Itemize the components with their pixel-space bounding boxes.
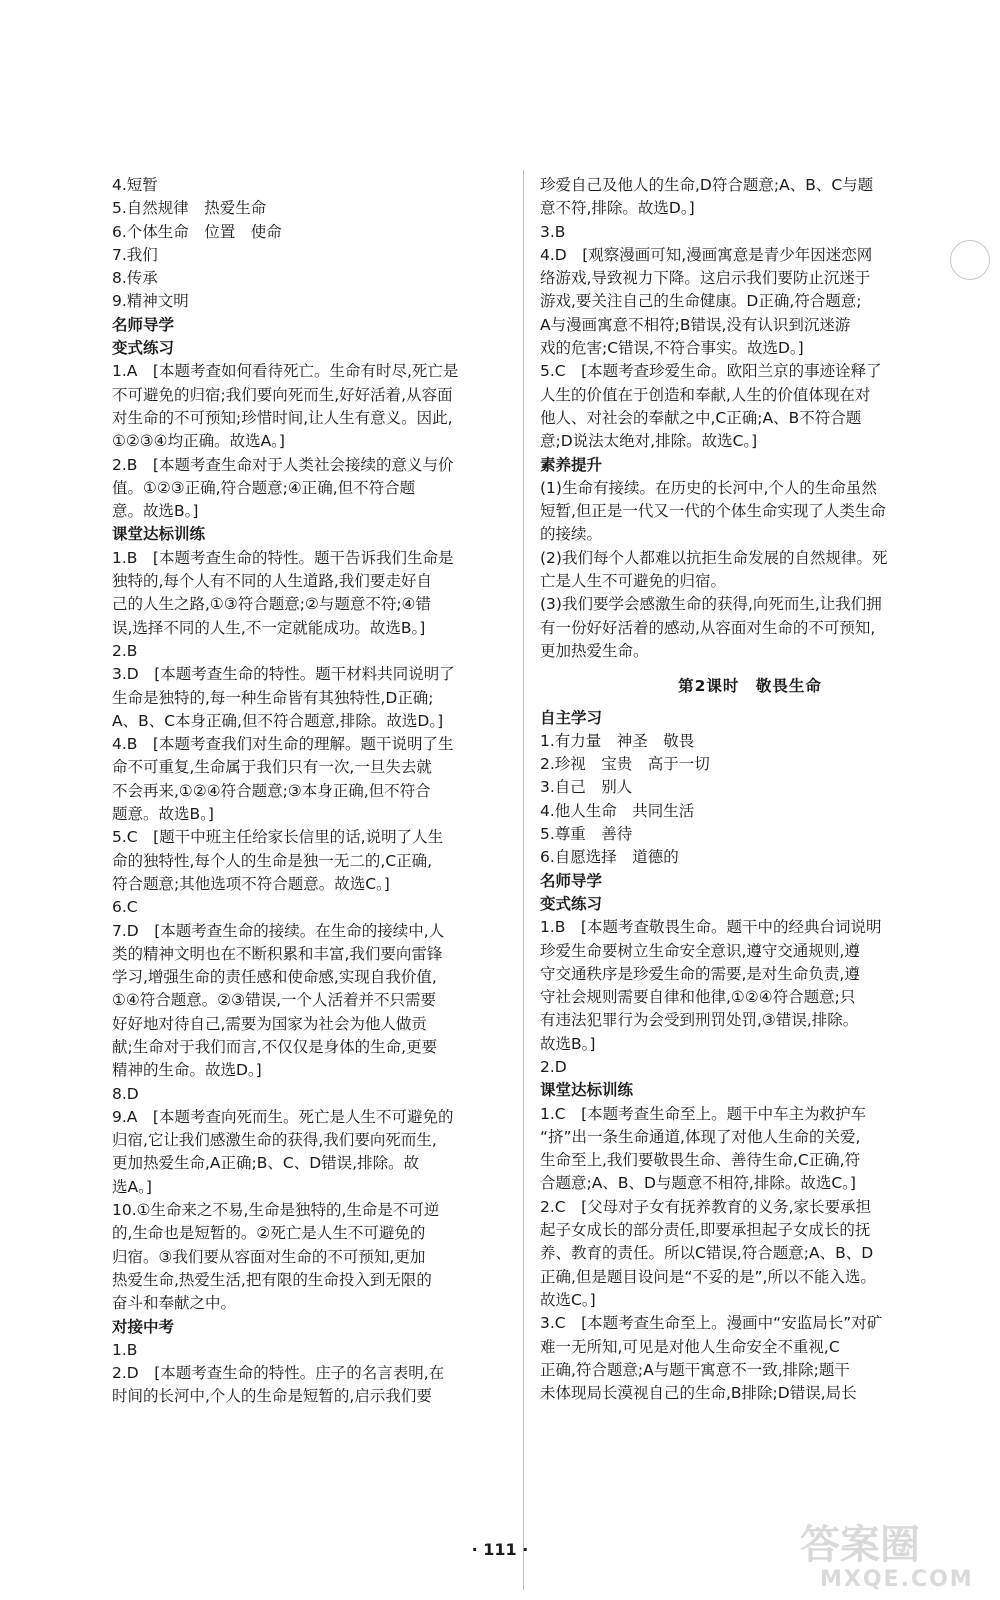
text-line: 己的人生之路,①③符合题意;②与题意不符;④错 [112, 595, 431, 614]
text-line: 热爱生命,热爱生活,把有限的生命投入到无限的 [112, 1270, 432, 1289]
text-line: 短暂,但正是一代又一代的个体生命实现了人类生命 [540, 502, 886, 521]
text-line: “挤”出一条生命通道,体现了对他人生命的关爱, [540, 1127, 861, 1146]
text-line: 正确,但是题目设问是“不妥的是”,所以不能入选。 [540, 1267, 876, 1286]
text-line: 好好地对待自己,需要为国家为社会为他人做贡 [112, 1014, 427, 1033]
answer-item: 2.D [本题考查生命的特性。庄子的名言表明,在 [112, 1364, 445, 1383]
text-line: 对生命的不可预知;珍惜时间,让人生有意义。因此, [112, 408, 453, 427]
answer-item: 9.A [本题考查向死而生。死亡是人生不可避免的 [112, 1107, 454, 1126]
text-line: 精神的生命。故选D。] [112, 1061, 262, 1080]
text-line: 故选B。] [540, 1034, 596, 1053]
answer-item: 5.C [题干中班主任给家长信里的话,说明了人生 [112, 828, 444, 847]
answer-item: 4.他人生命 共同生活 [540, 801, 695, 820]
left-column [112, 174, 514, 1409]
page-number: · 111 · [471, 1540, 529, 1559]
answer-item: 2.珍视 宝贵 高于一切 [540, 755, 710, 774]
answer-item: 2.B [本题考查生命对于人类社会接续的意义与价 [112, 455, 454, 474]
text-line: 时间的长河中,个人的生命是短暂的,启示我们要 [112, 1387, 432, 1406]
text-line: 意;D说法太绝对,排除。故选C。] [540, 432, 758, 451]
text-line: 归宿。③我们要从容面对生命的不可预知,更加 [112, 1247, 426, 1266]
answer-item: 1.B [112, 1340, 138, 1359]
text-line: 人生的价值在于创造和奉献,人生的价值体现在对 [540, 385, 871, 404]
text-line: (1)生命有接续。在历史的长河中,个人的生命虽然 [540, 478, 877, 497]
text-line: 有一份好好活着的感动,从容面对生命的不可预知, [540, 618, 876, 637]
text-line: A与漫画寓意不相符;B错误,没有认识到沉迷游 [540, 315, 851, 334]
text-line: 值。①②③正确,符合题意;④正确,但不符合题 [112, 478, 416, 497]
text-line: 更加热爱生命。 [540, 641, 649, 660]
watermark-url: MXQE.COM [820, 1567, 974, 1592]
answer-item: 6.个体生命 位置 使命 [112, 222, 282, 241]
text-line: 有违法犯罪行为会受到刑罚处罚,③错误,排除。 [540, 1011, 859, 1030]
text-line: 戏的危害;C错误,不符合事实。故选D。] [540, 339, 804, 358]
text-line: 不可避免的归宿;我们要向死而生,好好活着,从容面 [112, 385, 453, 404]
text-line: 生命至上,我们要敬畏生命、善待生命,C正确,符 [540, 1151, 861, 1170]
answer-item: 3.D [本题考查生命的特性。题干材料共同说明了 [112, 665, 455, 684]
text-line: 的,生命也是短暂的。②死亡是人生不可避免的 [112, 1224, 426, 1243]
answer-item: 7.D [本题考查生命的接续。在生命的接续中,人 [112, 921, 445, 940]
text-line: 生命是独特的,每一种生命皆有其独特性,D正确; [112, 688, 434, 707]
answer-item: 8.D [112, 1084, 139, 1103]
answer-item: 3.C [本题考查生命至上。漫画中“安监局长”对矿 [540, 1314, 883, 1333]
text-line: 守社会规则需要自律和他律,①②④符合题意;只 [540, 988, 856, 1007]
text-line: (3)我们要学会感激生命的获得,向死而生,让我们拥 [540, 595, 882, 614]
watermark-logo: 答案圈 [800, 1522, 920, 1568]
lesson-title: 第2课时 敬畏生命 [678, 677, 822, 696]
section-heading: 变式练习 [112, 339, 175, 358]
answer-item: 2.D [540, 1057, 567, 1076]
text-line: 未体现局长漠视自己的生命,B排除;D错误,局长 [540, 1384, 857, 1403]
section-heading: 变式练习 [540, 894, 603, 913]
answer-item: 2.C [父母对子女有抚养教育的义务,家长要承担 [540, 1197, 872, 1216]
text-line: 的接续。 [540, 525, 603, 544]
text-line: 奋斗和奉献之中。 [112, 1294, 237, 1313]
answer-item: 1.A [本题考查如何看待死亡。生命有时尽,死亡是 [112, 362, 459, 381]
answer-item: 8.传承 [112, 269, 158, 288]
text-line: 他人、对社会的奉献之中,C正确;A、B不符合题 [540, 408, 862, 427]
answer-item: 2.B [112, 641, 138, 660]
text-line: 难一无所知,可见是对他人生命安全不重视,C [540, 1337, 840, 1356]
answer-item: 5.C [本题考查珍爱生命。欧阳兰京的事迹诠释了 [540, 362, 882, 381]
text-line: A、B、C本身正确,但不符合题意,排除。故选D。] [112, 711, 444, 730]
text-line: 独特的,每个人有不同的人生道路,我们要走好自 [112, 572, 432, 591]
text-line: 学习,增强生命的责任感和使命感,实现自我价值, [112, 968, 437, 987]
text-line: 守交通秩序是珍爱生命的需要,是对生命负责,遵 [540, 964, 860, 983]
text-line: 故选C。] [540, 1290, 596, 1309]
right-column [540, 174, 960, 1405]
section-heading: 名师导学 [540, 871, 603, 890]
answer-item: 10.①生命来之不易,生命是独特的,生命是不可逆 [112, 1201, 440, 1220]
answer-item: 1.有力量 神圣 敬畏 [540, 731, 695, 750]
text-line: 归宿,它让我们感激生命的获得,我们要向死而生, [112, 1131, 437, 1150]
text-line: 符合题意;其他选项不符合题意。故选C。] [112, 874, 390, 893]
text-line: 正确,符合题意;A与题干寓意不一致,排除;题干 [540, 1360, 850, 1379]
section-heading: 对接中考 [112, 1317, 175, 1336]
answer-item: 4.B [本题考查我们对生命的理解。题干说明了生 [112, 735, 454, 754]
section-heading: 自主学习 [540, 708, 603, 727]
text-line: 游戏,要关注自己的生命健康。D正确,符合题意; [540, 292, 862, 311]
text-line: 络游戏,导致视力下降。这启示我们要防止沉迷于 [540, 269, 871, 288]
text-line: 选A。] [112, 1177, 152, 1196]
text-line: ①②③④均正确。故选A。] [112, 432, 285, 451]
text-line: 献;生命对于我们而言,不仅仅是身体的生命,更要 [112, 1037, 438, 1056]
text-line: 起子女成长的部分责任,即要承担起子女成长的抚 [540, 1221, 871, 1240]
section-heading: 课堂达标训练 [112, 525, 206, 544]
column-divider [523, 170, 524, 1590]
text-line: 不会再来,①②④符合题意;③本身正确,但不符合 [112, 781, 431, 800]
answer-item: 1.B [本题考查敬畏生命。题干中的经典台词说明 [540, 918, 882, 937]
answer-item: 6.自愿选择 道德的 [540, 848, 679, 867]
text-line: 误,选择不同的人生,不一定就能成功。故选B。] [112, 618, 426, 637]
text-line: (2)我们每个人都难以抗拒生命发展的自然规律。死 [540, 548, 888, 567]
text-line: 题意。故选B。] [112, 805, 214, 824]
text-line: 命的独特性,每个人的生命是独一无二的,C正确, [112, 851, 433, 870]
text-line: 意不符,排除。故选D。] [540, 199, 695, 218]
answer-item: 3.B [540, 222, 566, 241]
text-line: 珍爱自己及他人的生命,D符合题意;A、B、C与题 [540, 176, 874, 194]
answer-item: 5.尊重 善待 [540, 825, 633, 844]
text-line: 类的精神文明也在不断积累和丰富,我们要向雷锋 [112, 944, 443, 963]
section-heading: 名师导学 [112, 315, 175, 334]
text-line: 命不可重复,生命属于我们只有一次,一旦失去就 [112, 758, 432, 777]
section-heading: 素养提升 [540, 455, 603, 474]
text-line: 合题意;A、B、D与题意不相符,排除。故选C。] [540, 1174, 856, 1193]
answer-item: 6.C [112, 898, 138, 917]
text-line: 亡是人生不可避免的归宿。 [540, 572, 727, 591]
answer-item: 1.B [本题考查生命的特性。题干告诉我们生命是 [112, 548, 454, 567]
answer-item: 4.D [观察漫画可知,漫画寓意是青少年因迷恋网 [540, 245, 873, 264]
section-heading: 课堂达标训练 [540, 1081, 634, 1100]
answer-item: 5.自然规律 热爱生命 [112, 199, 267, 218]
answer-item: 4.短暂 [112, 176, 158, 194]
answer-item: 7.我们 [112, 245, 158, 264]
text-line: 意。故选B。] [112, 502, 199, 521]
text-line: ①④符合题意。②③错误,一个人活着并不只需要 [112, 991, 437, 1010]
text-line: 更加热爱生命,A正确;B、C、D错误,排除。故 [112, 1154, 420, 1173]
answer-item: 9.精神文明 [112, 292, 189, 311]
answer-item: 1.C [本题考查生命至上。题干中车主为救护车 [540, 1104, 867, 1123]
text-line: 珍爱生命要树立生命安全意识,遵守交通规则,遵 [540, 941, 860, 960]
text-line: 养、教育的责任。所以C错误,符合题意;A、B、D [540, 1244, 874, 1263]
answer-item: 3.自己 别人 [540, 778, 633, 797]
